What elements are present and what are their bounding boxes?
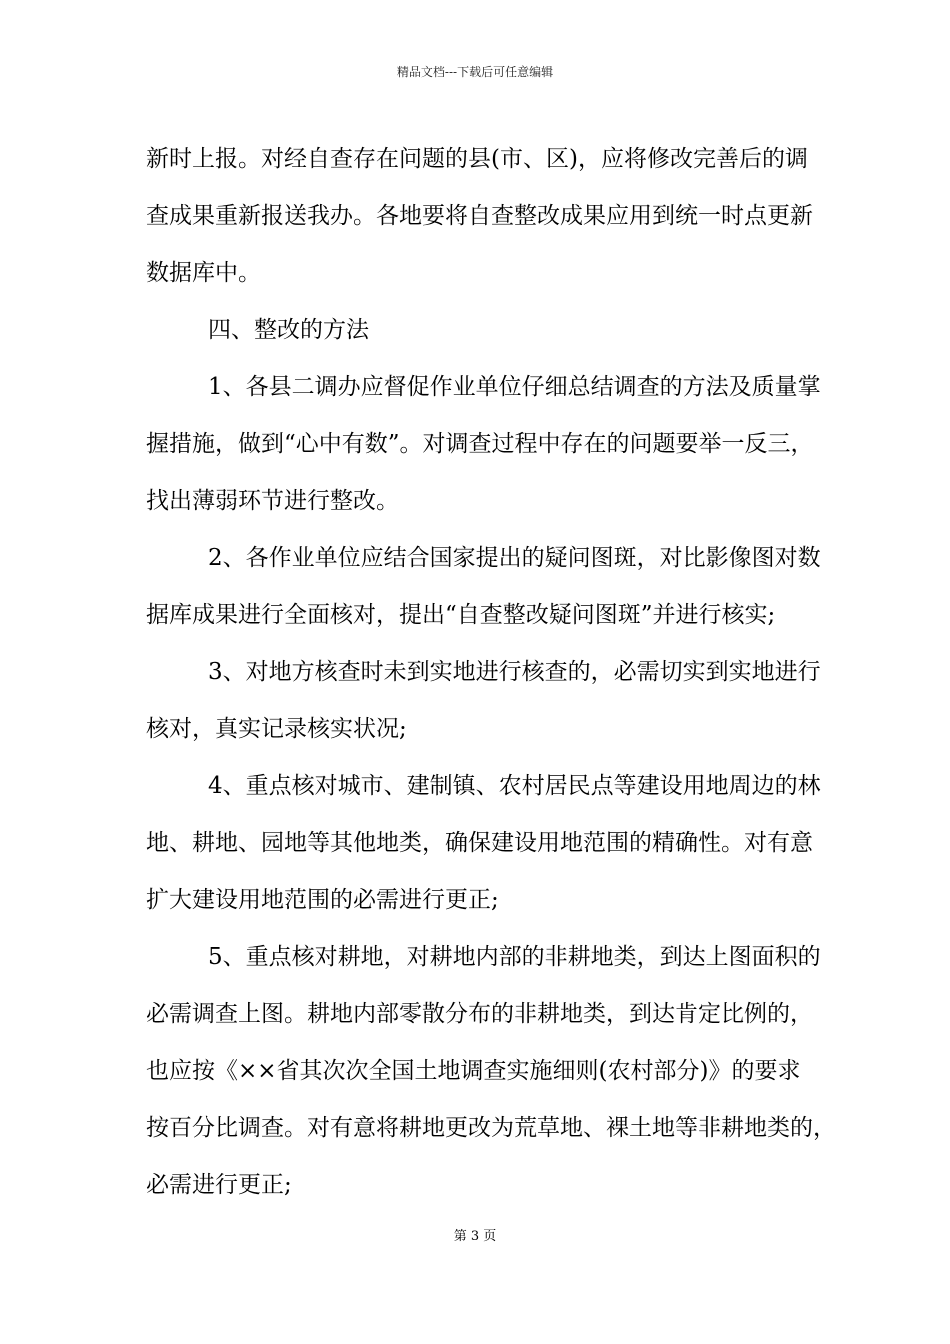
- text-line: 必需调查上图。耕地内部零散分布的非耕地类，到达肯定比例的，: [146, 1001, 813, 1027]
- section-heading: 四、整改的方法: [208, 317, 369, 343]
- text-line: 4、重点核对城市、建制镇、农村居民点等建设用地周边的林: [208, 773, 821, 799]
- text-line: 核对，真实记录核实状况;: [146, 716, 407, 742]
- text-line: 新时上报。对经自查存在问题的县(市、区)，应将修改完善后的调: [146, 146, 808, 172]
- document-body: [146, 131, 836, 1214]
- page-number: 第 3 页: [453, 1229, 497, 1244]
- text-line: 数据库中。: [146, 260, 261, 286]
- text-line: 1、各县二调办应督促作业单位仔细总结调查的方法及质量掌: [208, 374, 821, 400]
- text-line: 找出薄弱环节进行整改。: [146, 488, 399, 514]
- text-line: 3、对地方核查时未到实地进行核查的，必需切实到实地进行: [208, 659, 821, 685]
- text-line: 必需进行更正;: [146, 1172, 292, 1198]
- text-line: 5、重点核对耕地，对耕地内部的非耕地类，到达上图面积的: [208, 944, 821, 970]
- text-line: 握措施，做到“心中有数”。对调查过程中存在的问题要举一反三，: [146, 431, 814, 457]
- text-line: 查成果重新报送我办。各地要将自查整改成果应用到统一时点更新: [146, 203, 813, 229]
- text-line: 也应按《××省其次次全国土地调查实施细则(农村部分)》的要求: [146, 1058, 801, 1084]
- page-header: 精品文档---下载后可任意编辑: [396, 65, 554, 79]
- text-line: 据库成果进行全面核对，提出“自查整改疑问图斑”并进行核实;: [146, 602, 776, 628]
- text-line: 地、耕地、园地等其他地类，确保建设用地范围的精确性。对有意: [146, 830, 813, 856]
- text-line: 扩大建设用地范围的必需进行更正;: [146, 887, 499, 913]
- text-line: 2、各作业单位应结合国家提出的疑问图斑，对比影像图对数: [208, 545, 821, 571]
- text-line: 按百分比调查。对有意将耕地更改为荒草地、裸土地等非耕地类的，: [146, 1115, 836, 1141]
